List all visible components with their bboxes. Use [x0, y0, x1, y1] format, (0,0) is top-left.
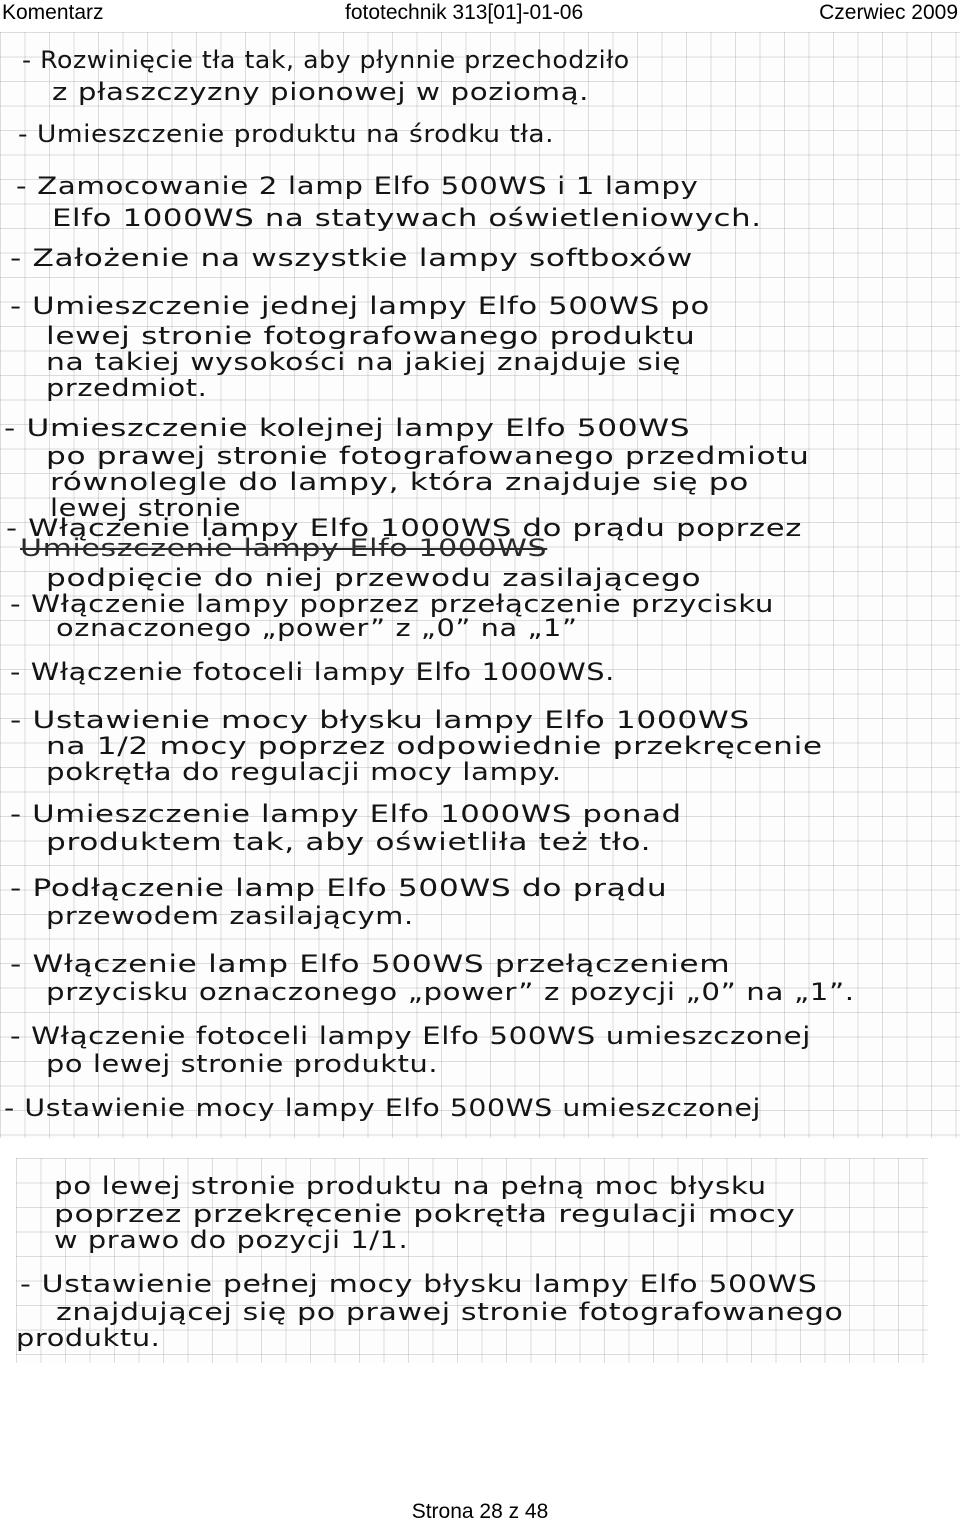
handwritten-line: z płaszczyzny pionowej w poziomą. [52, 78, 590, 106]
handwritten-line: po lewej stronie produktu. [46, 1050, 439, 1078]
handwritten-line: - Rozwinięcie tła tak, aby płynnie przechodziło [22, 46, 630, 74]
handwritten-line: pokrętła do regulacji mocy lampy. [46, 758, 562, 786]
handwritten-line: - Zamocowanie 2 lamp Elfo 500WS i 1 lampy [16, 172, 699, 200]
handwritten-line: - Umieszczenie kolejnej lampy Elfo 500WS [4, 414, 691, 442]
handwritten-line: - Umieszczenie lampy Elfo 1000WS ponad [10, 800, 682, 828]
page-header [0, 0, 960, 32]
handwritten-line: znajdującej się po prawej stronie fotografowanego [56, 1298, 844, 1326]
handwritten-line: - Podłączenie lamp Elfo 500WS do prądu [10, 874, 668, 902]
handwritten-line: - Włączenie lampy poprzez przełączenie przycisku [10, 590, 775, 618]
handwritten-line: poprzez przekręcenie pokrętła regulacji mocy [54, 1200, 796, 1228]
handwritten-line: - Włączenie fotoceli lampy Elfo 500WS umieszczonej [10, 1022, 812, 1050]
handwritten-line: w prawo do pozycji 1/1. [54, 1226, 409, 1254]
handwritten-line: - Ustawienie mocy lampy Elfo 500WS umieszczonej [4, 1094, 761, 1122]
handwritten-line: oznaczonego „power” z „0” na „1” [56, 614, 578, 642]
header-section-label: Komentarz [2, 1, 104, 24]
handwritten-line: lewej stronie [50, 494, 242, 522]
handwritten-line: - Umieszczenie produktu na środku tła. [18, 120, 555, 148]
handwritten-line: - Ustawienie mocy błysku lampy Elfo 1000WS [10, 706, 750, 734]
handwritten-scan-bottom [16, 1158, 928, 1363]
handwritten-line: na takiej wysokości na jakiej znajduje się [46, 348, 682, 376]
handwritten-line: po prawej stronie fotografowanego przedmiotu [46, 442, 810, 470]
handwritten-line: po lewej stronie produktu na pełną moc błysku [54, 1172, 767, 1200]
handwritten-line: - Włączenie lampy Elfo 1000WS do prądu poprzez [6, 514, 802, 542]
handwritten-line-crossed-out: Umieszczenie lampy Elfo 1000WS [20, 534, 548, 562]
handwritten-line: - Włączenie lamp Elfo 500WS przełączeniem [10, 950, 731, 978]
handwritten-line: przycisku oznaczonego „power” z pozycji „0” na „1”. [46, 978, 855, 1006]
handwritten-line: produktem tak, aby oświetliła też tło. [46, 828, 652, 856]
handwritten-line: na 1/2 mocy poprzez odpowiednie przekręcenie [46, 732, 823, 760]
handwritten-line: - Włączenie fotoceli lampy Elfo 1000WS. [10, 658, 615, 686]
handwritten-line: równolegle do lampy, która znajduje się po [50, 468, 749, 496]
page-number: Strona 28 z 48 [411, 1500, 549, 1523]
handwritten-line: podpięcie do niej przewodu zasilającego [46, 564, 702, 592]
handwritten-line: - Ustawienie pełnej mocy błysku lampy Elfo 500WS [20, 1270, 818, 1298]
handwritten-line: Elfo 1000WS na statywach oświetleniowych. [52, 204, 762, 232]
handwritten-line: produktu. [16, 1324, 161, 1352]
handwritten-line: - Umieszczenie jednej lampy Elfo 500WS po [10, 292, 710, 320]
handwritten-line: - Założenie na wszystkie lampy softboxów [10, 244, 693, 272]
header-date: Czerwiec 2009 [819, 1, 958, 24]
handwritten-line: lewej stronie fotografowanego produktu [46, 322, 696, 350]
handwritten-scan-top [0, 32, 960, 1138]
header-course-code: fototechnik 313[01]-01-06 [345, 1, 584, 24]
handwritten-line: przedmiot. [46, 374, 208, 402]
handwritten-line: przewodem zasilającym. [46, 902, 414, 930]
